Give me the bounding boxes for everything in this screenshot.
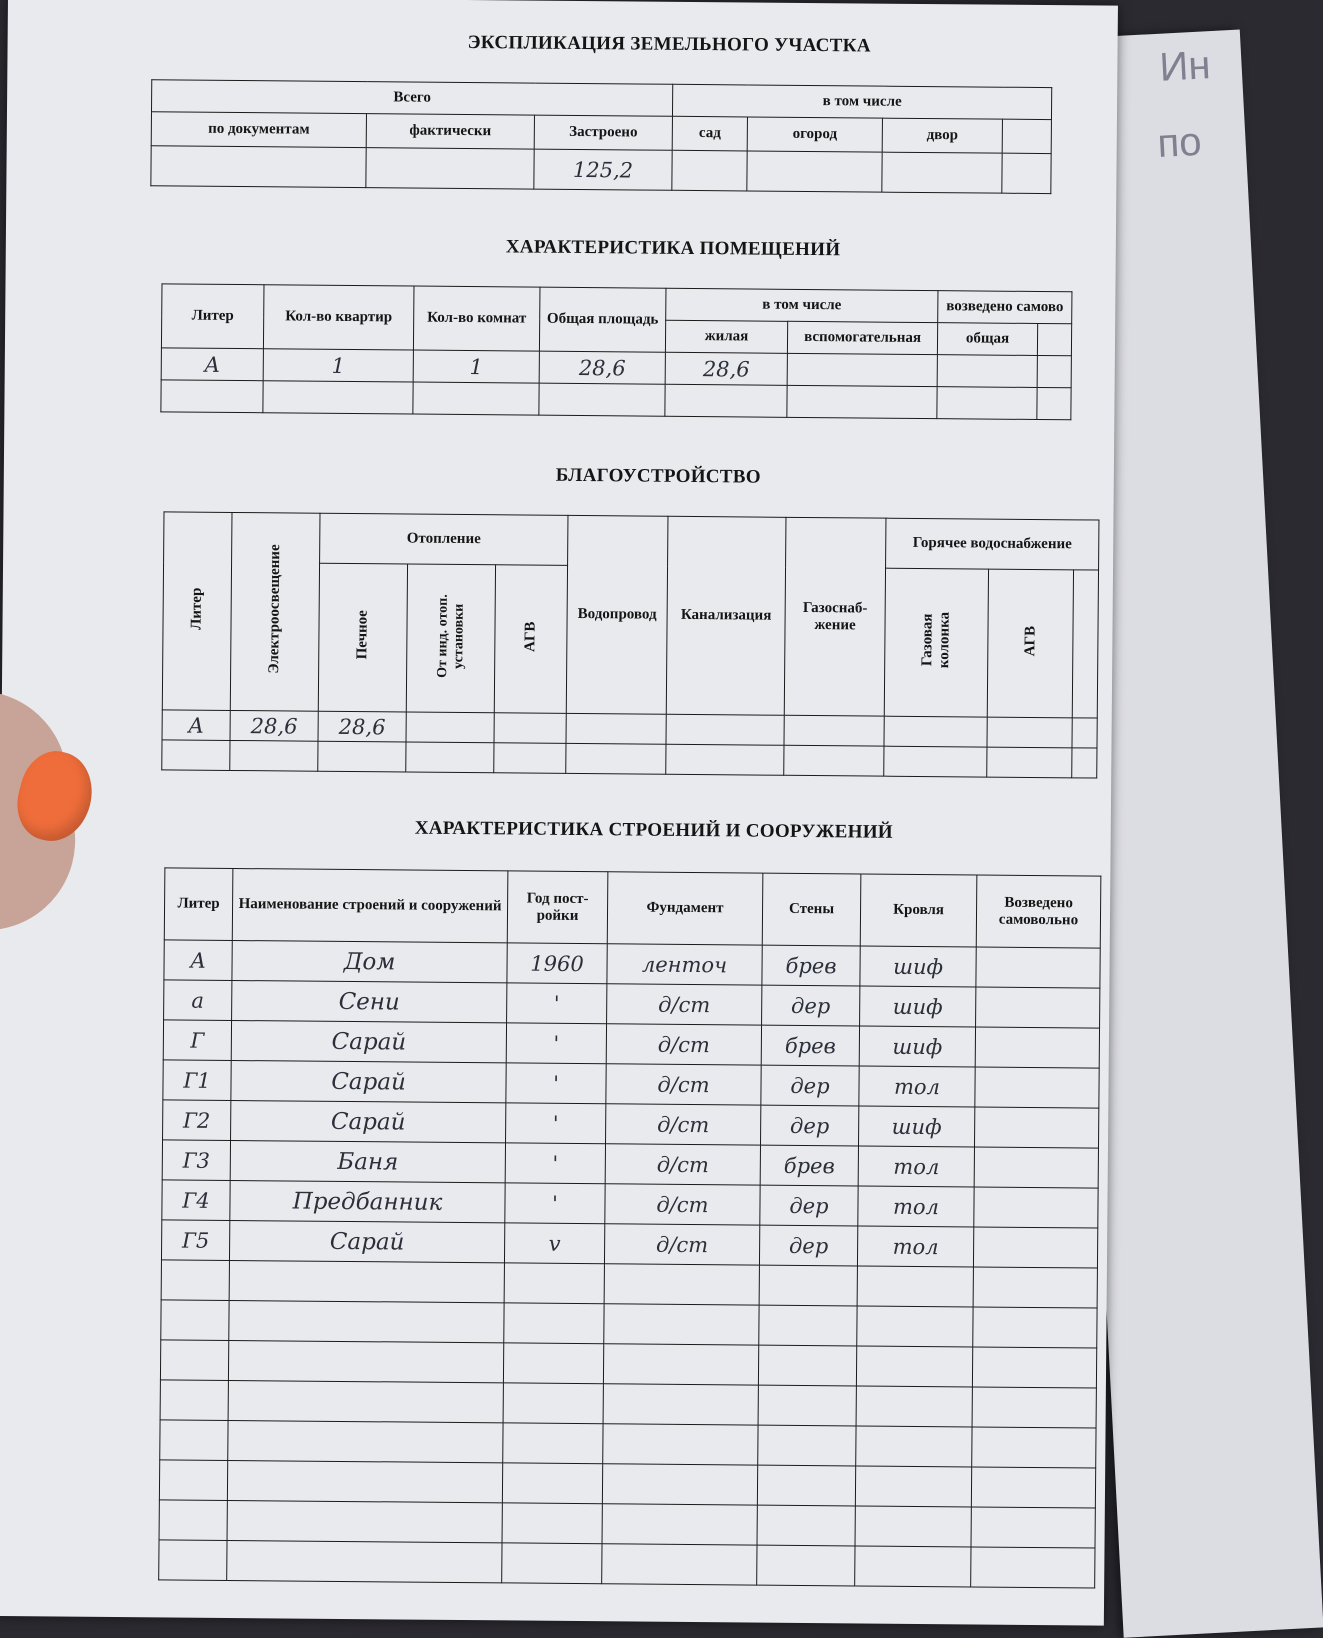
header-vozvedeno: Возведено самовольно xyxy=(976,875,1101,948)
cell-vozvedeno xyxy=(973,1267,1097,1308)
cell-krovlya-text: тол xyxy=(892,1234,939,1259)
header-pechnoe-text: Печное xyxy=(354,610,371,660)
cell-fundament-text: д/ст xyxy=(656,1152,709,1177)
header-komnat: Кол-во комнат xyxy=(413,286,540,351)
cell-gaz xyxy=(784,745,884,776)
cell-name xyxy=(230,1180,505,1222)
cell-agv2 xyxy=(987,717,1072,748)
header-naimenovanie: Наименование строений и сооружений xyxy=(232,868,508,942)
cell-liter xyxy=(161,1260,229,1301)
header-kanalizaciya: Канализация xyxy=(666,516,786,715)
cell-god xyxy=(503,1343,603,1384)
cell-liter xyxy=(161,380,263,413)
cell-steny-text: брев xyxy=(784,1033,836,1058)
header-otoplenie: Отопление xyxy=(320,513,568,565)
cell-god-text: ' xyxy=(553,1071,560,1096)
cell-elektro: 28,6 xyxy=(250,713,298,739)
cell-liter xyxy=(164,980,232,1021)
cell-god-text: ' xyxy=(552,1111,559,1136)
cell-steny xyxy=(762,945,860,986)
cell-name xyxy=(231,1060,506,1102)
cell-steny xyxy=(761,1105,859,1146)
header-elektro-text: Электроосвещение xyxy=(266,544,284,675)
cell-agv2 xyxy=(987,747,1072,778)
cell-vozvedeno xyxy=(976,947,1100,988)
cell-god-text: v xyxy=(548,1231,561,1256)
cell-name xyxy=(227,1540,502,1582)
header-kvartir: Кол-во квартир xyxy=(263,285,414,350)
cell-krovlya-text: тол xyxy=(893,1154,940,1179)
amenities-table xyxy=(161,511,1099,778)
cell-pechnoe: 28,6 xyxy=(338,714,386,739)
cell-vozvedeno xyxy=(975,1027,1099,1068)
cell-name xyxy=(230,1140,505,1182)
cell-krovlya xyxy=(855,1506,971,1547)
header-cut-off xyxy=(1072,570,1098,718)
cell-steny-text: дер xyxy=(791,993,831,1018)
cell-steny xyxy=(759,1265,857,1306)
cell-steny-text: дер xyxy=(788,1233,829,1258)
cell-steny-text: брев xyxy=(783,1153,835,1178)
cell-name-text: Сарай xyxy=(331,1028,407,1056)
header-cut-off xyxy=(1002,119,1051,153)
cell-ot-ind xyxy=(406,712,494,743)
header-dvor: двор xyxy=(882,118,1002,153)
table-row xyxy=(159,1540,1095,1588)
explication-title: ЭКСПЛИКАЦИЯ ЗЕМЕЛЬНОГО УЧАСТКА xyxy=(467,32,871,57)
cell-komnat: 1 xyxy=(469,354,484,379)
header-v-tom-chisle: в том числе xyxy=(666,288,938,322)
cell-steny-text: дер xyxy=(790,1073,830,1098)
cell-kvartir: 1 xyxy=(331,353,346,378)
cell-krovlya-text: шиф xyxy=(891,1114,942,1139)
cell-steny-text: дер xyxy=(789,1193,829,1218)
cell-krovlya xyxy=(858,1106,974,1147)
amenities-title: БЛАГОУСТРОЙСТВО xyxy=(555,464,761,488)
cell-krovlya xyxy=(856,1386,972,1427)
header-liter xyxy=(162,512,232,711)
cell-krovlya xyxy=(860,946,976,987)
rooms-table xyxy=(160,283,1072,420)
cell-liter: А xyxy=(188,713,205,738)
cell-name-text: Баня xyxy=(337,1148,399,1175)
cell-god xyxy=(507,983,607,1024)
cell-vozvedeno xyxy=(971,1547,1095,1588)
cell-vozvedeno xyxy=(971,1467,1095,1508)
value-po-dokumentam xyxy=(151,146,366,188)
cell-steny xyxy=(760,1145,858,1186)
cell-name-text: Сени xyxy=(338,988,400,1015)
header-v-tom-chisle: в том числе xyxy=(673,84,1052,119)
cell-vozvedeno xyxy=(972,1347,1096,1388)
cell-fundament-text: д/ст xyxy=(657,1112,710,1137)
cell-liter xyxy=(163,1020,231,1061)
header-cut-off xyxy=(1037,323,1071,355)
cell-name xyxy=(231,1100,506,1142)
cell-name xyxy=(232,980,507,1022)
cell-kvartir xyxy=(263,381,413,414)
cell-fundament xyxy=(603,1344,758,1385)
cell-cut-off xyxy=(1037,387,1071,419)
cell-krovlya xyxy=(857,1266,973,1307)
cell-liter: А xyxy=(204,352,221,377)
cell-name-text: Дом xyxy=(343,948,396,975)
cell-kanalizaciya xyxy=(666,744,784,775)
header-pechnoe xyxy=(318,563,407,712)
cell-steny xyxy=(761,1025,859,1066)
cell-vozvedeno xyxy=(974,1187,1098,1228)
header-vsego: Всего xyxy=(151,80,672,117)
cell-god-text: ' xyxy=(553,1031,560,1056)
cell-god xyxy=(504,1223,604,1264)
cell-obshaya: 28,6 xyxy=(578,355,626,380)
cell-god xyxy=(502,1463,602,1504)
cell-liter-text: Г3 xyxy=(182,1148,211,1173)
cell-liter xyxy=(161,1220,229,1261)
cell-god xyxy=(503,1383,603,1424)
cell-vozvedeno xyxy=(973,1227,1097,1268)
table-row xyxy=(161,380,1071,420)
buildings-title: ХАРАКТЕРИСТИКА СТРОЕНИЙ И СООРУЖЕНИЙ xyxy=(414,817,894,843)
value-cut-off xyxy=(1002,153,1051,193)
cell-fundament-text: д/ст xyxy=(658,992,711,1017)
header-fakticheski: фактически xyxy=(366,114,534,149)
cell-steny xyxy=(757,1465,855,1506)
cell-krovlya-text: шиф xyxy=(892,1034,943,1059)
cell-name xyxy=(229,1220,504,1262)
cell-name-text: Сарай xyxy=(330,1108,406,1136)
cell-liter xyxy=(162,1140,230,1181)
cell-krovlya-text: шиф xyxy=(892,994,943,1019)
back-page-text-1: Ин xyxy=(1158,43,1212,90)
cell-obshaya2 xyxy=(937,387,1037,420)
cell-fundament-text: д/ст xyxy=(655,1232,709,1257)
cell-vozvedeno xyxy=(976,987,1100,1028)
cell-liter xyxy=(164,940,232,981)
cell-liter xyxy=(159,1460,227,1501)
header-god-postroiki: Год пост-ройки xyxy=(507,871,608,944)
header-zastroeno: Застроено xyxy=(534,115,672,150)
cell-name xyxy=(228,1380,503,1422)
cell-name xyxy=(231,1020,506,1062)
cell-fundament xyxy=(604,1264,759,1305)
cell-steny xyxy=(757,1545,855,1586)
cell-steny xyxy=(760,1185,858,1226)
cell-fundament xyxy=(602,1464,757,1505)
cell-god xyxy=(506,1023,606,1064)
cell-liter xyxy=(163,1100,231,1141)
header-agv-text: АГВ xyxy=(522,621,539,652)
cell-pechnoe xyxy=(318,741,406,772)
header-agv2 xyxy=(987,569,1073,718)
cell-steny xyxy=(758,1345,856,1386)
cell-god xyxy=(505,1183,605,1224)
cell-liter-text: А xyxy=(190,948,207,973)
cell-steny-text: дер xyxy=(789,1113,830,1138)
cell-fundament-text: д/ст xyxy=(656,1192,709,1217)
cell-cut-off xyxy=(1037,355,1071,387)
cell-steny-text: брев xyxy=(785,953,837,978)
cell-god xyxy=(506,1063,606,1104)
cell-fundament xyxy=(603,1384,758,1425)
cell-liter-text: Г1 xyxy=(183,1068,211,1093)
cell-steny xyxy=(757,1505,855,1546)
cell-name xyxy=(229,1300,504,1342)
value-zastroeno xyxy=(534,149,672,190)
cell-krovlya xyxy=(855,1466,971,1507)
explication-table xyxy=(150,79,1052,194)
header-agv xyxy=(494,565,567,714)
cell-krovlya xyxy=(857,1306,973,1347)
header-elektro xyxy=(230,512,320,711)
cell-liter xyxy=(160,1340,228,1381)
cell-vozvedeno xyxy=(972,1427,1096,1468)
value-ogorod xyxy=(747,151,882,192)
header-fundament: Фундамент xyxy=(607,872,763,945)
header-vozvedeno: возведено самово xyxy=(938,291,1072,324)
value-text: 125,2 xyxy=(572,157,634,182)
cell-god xyxy=(502,1503,602,1544)
cell-liter xyxy=(162,740,230,771)
cell-name-text: Предбанник xyxy=(292,1188,443,1216)
cell-obshaya xyxy=(539,383,665,416)
cell-steny xyxy=(758,1385,856,1426)
cell-god xyxy=(505,1143,605,1184)
cell-god xyxy=(504,1303,604,1344)
cell-liter xyxy=(159,1540,227,1581)
cell-liter xyxy=(160,1420,228,1461)
cell-krovlya-text: тол xyxy=(893,1074,941,1099)
cell-liter xyxy=(159,1500,227,1541)
header-po-dokumentam: по документам xyxy=(151,112,366,148)
cell-agv xyxy=(494,743,566,774)
rooms-title: ХАРАКТЕРИСТИКА ПОМЕЩЕНИЙ xyxy=(505,236,841,261)
cell-steny xyxy=(759,1305,857,1346)
cell-liter xyxy=(163,1060,231,1101)
header-obshaya2: общая xyxy=(937,323,1037,356)
cell-krovlya xyxy=(857,1226,973,1267)
cell-vozvedeno xyxy=(975,1067,1099,1108)
cell-fundament xyxy=(606,1064,761,1105)
back-page-text-2: по xyxy=(1156,119,1203,166)
header-agv2-text: АГВ xyxy=(1021,625,1039,657)
cell-vodoprovod xyxy=(566,743,666,774)
cell-vozvedeno xyxy=(972,1387,1096,1428)
buildings-table xyxy=(158,867,1101,1588)
cell-vozvedeno xyxy=(974,1107,1098,1148)
cell-vspomog xyxy=(787,385,937,418)
header-ot-ind xyxy=(406,564,495,713)
cell-liter xyxy=(162,1180,230,1221)
cell-name-text: Сарай xyxy=(329,1228,405,1256)
cell-fundament xyxy=(602,1544,757,1585)
cell-gaz-kolonka xyxy=(884,746,987,777)
cell-liter-text: а xyxy=(191,988,205,1013)
cell-krovlya-text: тол xyxy=(892,1194,940,1219)
cell-kanalizaciya xyxy=(666,714,784,745)
header-gazosnabzhenie: Газоснаб-жение xyxy=(784,517,886,716)
cell-god-text: ' xyxy=(551,1191,558,1216)
cell-gaz-kolonka xyxy=(884,716,987,747)
cell-ot-ind xyxy=(406,742,494,773)
cell-krovlya xyxy=(855,1546,971,1587)
cell-god-text: ' xyxy=(552,1151,559,1176)
cell-god xyxy=(504,1263,604,1304)
cell-fundament xyxy=(604,1224,759,1265)
header-liter: Литер xyxy=(161,284,264,349)
value-dvor xyxy=(882,152,1002,193)
cell-krovlya-text: шиф xyxy=(893,954,944,979)
cell-zhilaya xyxy=(665,384,787,417)
cell-steny xyxy=(761,1065,859,1106)
cell-vozvedeno xyxy=(974,1147,1098,1188)
cell-krovlya xyxy=(858,1146,974,1187)
cell-komnat xyxy=(413,382,539,415)
header-liter: Литер xyxy=(164,868,233,941)
cell-liter-text: Г4 xyxy=(182,1188,210,1213)
value-sad xyxy=(672,150,747,191)
cell-fundament xyxy=(604,1304,759,1345)
header-zhilaya: жилая xyxy=(665,320,787,353)
cell-fundament xyxy=(607,944,762,985)
header-ogorod: огород xyxy=(747,117,882,152)
cell-vozvedeno xyxy=(971,1507,1095,1548)
cell-fundament xyxy=(606,1024,761,1065)
header-vodoprovod: Водопровод xyxy=(566,515,668,714)
cell-god xyxy=(503,1423,603,1464)
cell-fundament xyxy=(605,1144,760,1185)
cell-fundament-text: д/ст xyxy=(657,1072,710,1097)
cell-krovlya xyxy=(856,1346,972,1387)
header-ot-ind-text: От инд. отоп. установки xyxy=(434,593,467,678)
cell-fundament xyxy=(602,1504,757,1545)
cell-krovlya xyxy=(859,1026,975,1067)
cell-name xyxy=(232,940,507,982)
cell-fundament-text: д/ст xyxy=(657,1032,711,1057)
cell-god xyxy=(506,1103,606,1144)
cell-god xyxy=(502,1543,602,1584)
cell-liter-text: Г xyxy=(190,1028,205,1053)
cell-steny xyxy=(758,1425,856,1466)
header-krovlya: Кровля xyxy=(860,874,977,947)
cell-cut-off xyxy=(1072,748,1097,778)
cell-name xyxy=(228,1420,503,1462)
value-fakticheski xyxy=(366,148,534,189)
cell-fundament-text: ленточ xyxy=(641,952,728,977)
cell-fundament xyxy=(605,1184,760,1225)
header-gaz-kolonka-text: Газовая колонка xyxy=(919,612,953,669)
cell-steny xyxy=(762,985,860,1026)
cell-agv xyxy=(494,713,566,744)
cell-name xyxy=(228,1340,503,1382)
cell-name xyxy=(229,1260,504,1302)
cell-elektro xyxy=(230,740,318,771)
cell-vodoprovod xyxy=(566,713,666,744)
cell-name-text: Сарай xyxy=(331,1068,406,1096)
header-liter-text: Литер xyxy=(188,587,205,630)
cell-name xyxy=(227,1460,502,1502)
cell-steny xyxy=(759,1225,857,1266)
cell-krovlya xyxy=(856,1426,972,1467)
cell-god-text: 1960 xyxy=(530,951,584,976)
cell-cut-off xyxy=(1072,718,1097,748)
cell-liter-text: Г2 xyxy=(182,1108,211,1133)
cell-name xyxy=(227,1500,502,1542)
cell-gaz xyxy=(784,715,884,746)
cell-krovlya xyxy=(859,1066,975,1107)
cell-fundament xyxy=(603,1424,758,1465)
header-obshaya: Общая площадь xyxy=(539,287,666,352)
header-vspomog: вспомогательная xyxy=(787,321,937,354)
cell-zhilaya: 28,6 xyxy=(702,356,750,381)
cell-krovlya xyxy=(860,986,976,1027)
cell-liter-text: Г5 xyxy=(181,1228,210,1253)
header-sad: сад xyxy=(672,116,747,151)
cell-krovlya xyxy=(858,1186,974,1227)
header-goryachee-vodosnabzhenie: Горячее водоснабжение xyxy=(886,518,1099,570)
cell-fundament xyxy=(607,984,762,1025)
cell-fundament xyxy=(606,1104,761,1145)
cell-liter xyxy=(160,1380,228,1421)
header-gaz-kolonka xyxy=(884,568,988,717)
cell-god-text: ' xyxy=(553,991,560,1016)
cell-vozvedeno xyxy=(973,1307,1097,1348)
cell-god xyxy=(507,943,607,984)
header-steny: Стены xyxy=(762,873,861,946)
cell-liter xyxy=(161,1300,229,1341)
